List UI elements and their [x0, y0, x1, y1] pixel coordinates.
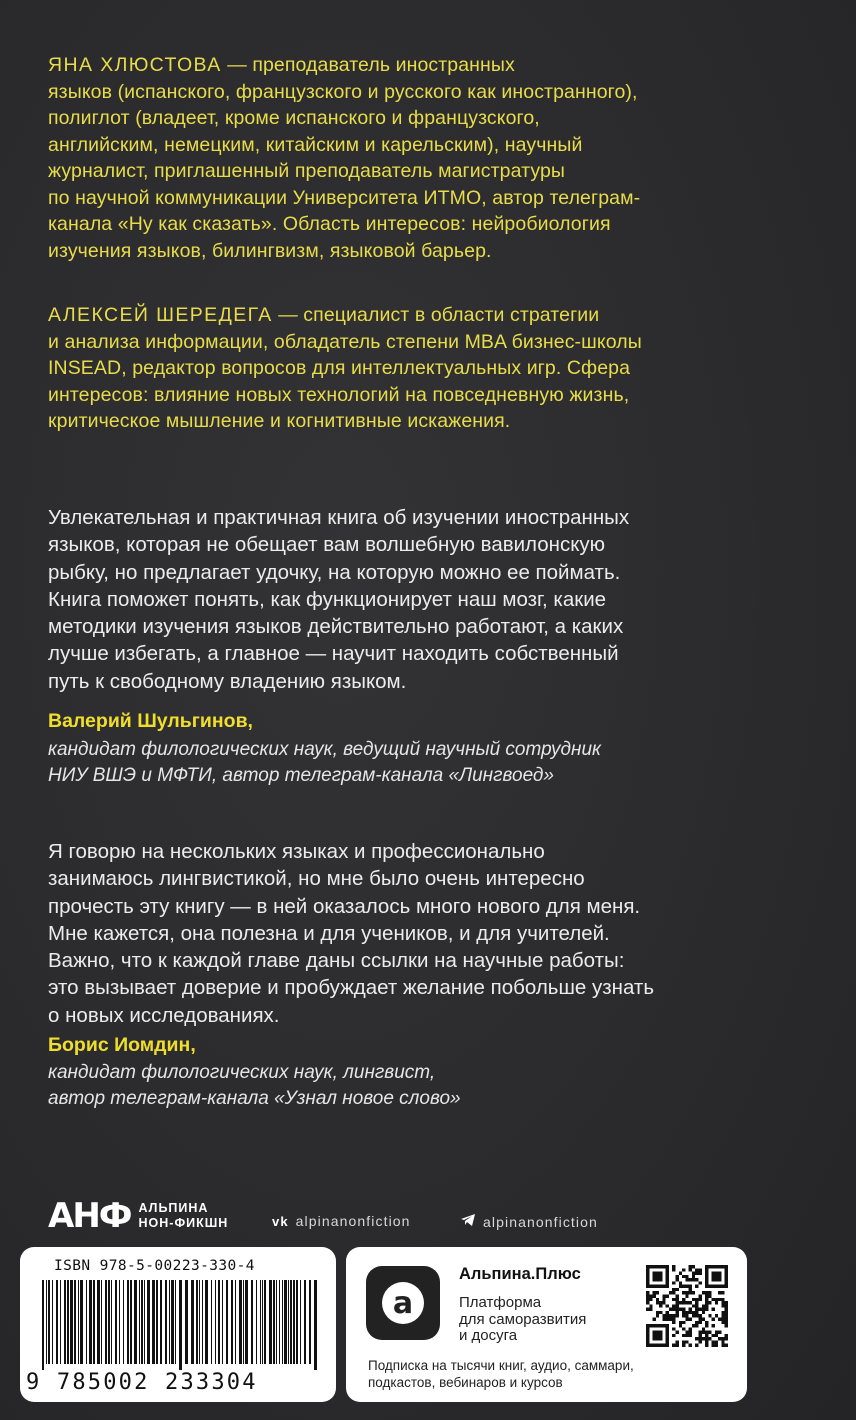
review-line: о новых исследованиях.	[48, 1003, 280, 1027]
credential-line: кандидат филологических наук, лингвист,	[48, 1062, 436, 1083]
bio-line: интересов: влияние новых технологий на повседневную жизнь,	[48, 383, 630, 406]
author-name: АЛЕКСЕЙ ШЕРЕДЕГА	[48, 304, 273, 326]
isbn-barcode-card	[20, 1247, 336, 1402]
review-author-1: Валерий Шульгинов,	[48, 710, 253, 732]
svg-text:a: a	[392, 1286, 414, 1321]
bio-line: изучения языков, билингвизм, языковой барьер.	[48, 239, 492, 262]
bio-line: английским, немецким, китайским и карельским), научный	[48, 133, 583, 156]
credential-line: кандидат филологических наук, ведущий научный сотрудник	[48, 739, 602, 760]
review-credentials-1	[48, 737, 601, 789]
bio-line: ЯНА ХЛЮСТОВА — преподаватель иностранных	[48, 54, 515, 76]
review-line: Я говорю на нескольких языках и профессионально	[48, 840, 545, 863]
review-line: прочесть эту книгу — в ней оказалось много нового для меня.	[48, 894, 641, 918]
review-text-2	[48, 838, 748, 1029]
author-bio-sheredega	[48, 302, 748, 435]
vk-handle: alpinanonfiction	[295, 1213, 411, 1229]
anf-logo-icon: АНФ	[48, 1196, 131, 1236]
review-line: Важно, что к каждой главе даны ссылки на научные работы:	[48, 949, 625, 973]
ean-digits: 9 785002 233304	[26, 1370, 258, 1395]
qr-code-icon[interactable]	[646, 1265, 728, 1347]
alpina-plus-title: Альпина.Плюс	[459, 1265, 581, 1283]
barcode-icon	[42, 1280, 318, 1370]
vk-icon: vk	[272, 1213, 289, 1229]
publisher-name: АЛЬПИНА НОН-ФИКШН	[138, 1201, 229, 1230]
review-line: лучше избегать, а главное — научит находить собственный	[48, 642, 619, 666]
vk-link[interactable]	[272, 1213, 411, 1229]
credential-line: НИУ ВШЭ и МФТИ, автор телеграм-канала «Лингвоед»	[48, 765, 554, 786]
review-author-2: Борис Иомдин,	[48, 1034, 196, 1056]
author-name: ЯНА ХЛЮСТОВА	[48, 54, 222, 76]
review-line: рыбку, но предлагает удочку, на которую можно ее поймать.	[48, 560, 621, 584]
bio-line: по научной коммуникации Университета ИТМО, автор телеграм-	[48, 186, 641, 209]
review-line: это вызывает доверие и пробуждает желание побольше узнать	[48, 976, 655, 1000]
review-text-1	[48, 504, 748, 695]
review-line: занимаюсь лингвистикой, но мне было очень интересно	[48, 867, 585, 891]
publisher-logo	[48, 1198, 228, 1234]
telegram-link[interactable]	[460, 1213, 598, 1230]
review-line: методики изучения языков действительно работают, а каких	[48, 615, 624, 639]
alpina-plus-subtitle: Платформа для саморазвития и досуга	[459, 1294, 587, 1344]
bio-line: INSEAD, редактор вопросов для интеллектуальных игр. Сфера	[48, 357, 631, 379]
bio-line: критическое мышление и когнитивные искажения.	[48, 410, 511, 432]
telegram-handle: alpinanonfiction	[483, 1213, 598, 1230]
author-bio-khlyustova	[48, 52, 748, 264]
bio-line: АЛЕКСЕЙ ШЕРЕДЕГА — специалист в области стратегии	[48, 304, 600, 326]
review-line: языков, которая не обещает вам волшебную вавилонскую	[48, 533, 606, 557]
bio-line: канала «Ну как сказать». Область интересов: нейробиология	[48, 213, 611, 235]
alpina-plus-description: Подписка на тысячи книг, аудио, саммари, подкастов, вебинаров и курсов	[368, 1358, 634, 1390]
bio-line: и анализа информации, обладатель степени MBA бизнес-школы	[48, 330, 642, 353]
bio-line: полиглот (владеет, кроме испанского и французского,	[48, 107, 540, 129]
review-line: Книга поможет понять, как функционирует наш мозг, какие	[48, 587, 607, 611]
review-line: Увлекательная и практичная книга об изучении иностранных	[48, 506, 630, 529]
bio-line: журналист, приглашенный преподаватель магистратуры	[48, 160, 566, 182]
review-line: путь к свободному владению языком.	[48, 669, 407, 693]
bio-line: языков (испанского, французского и русского как иностранного),	[48, 80, 638, 103]
alpina-plus-app-icon	[366, 1266, 440, 1340]
isbn-number: ISBN 978-5-00223-330-4	[54, 1258, 255, 1274]
review-line: Мне кажется, она полезна и для учеников, и для учителей.	[48, 921, 610, 945]
credential-line: автор телеграм-канала «Узнал новое слово»	[48, 1088, 461, 1109]
telegram-icon	[460, 1213, 476, 1230]
alpina-plus-card[interactable]	[346, 1247, 747, 1402]
review-credentials-2	[48, 1060, 461, 1112]
